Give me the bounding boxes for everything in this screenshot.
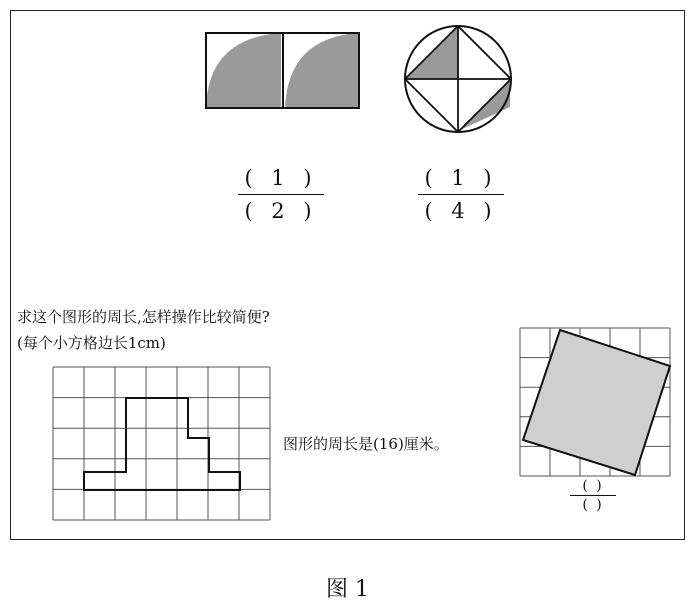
shaded-rectangle <box>206 33 359 108</box>
tilted-square <box>523 330 670 475</box>
perimeter-answer: 图形的周长是(16)厘米。 <box>283 435 449 453</box>
grid-figure <box>53 367 270 520</box>
figure-caption: 图 1 <box>326 577 369 602</box>
stepped-shape <box>84 398 240 490</box>
fraction-circle <box>418 166 504 223</box>
fraction-rect-bar <box>238 194 324 195</box>
question-line-1: 求这个图形的周长,怎样操作比较简便? <box>17 308 270 326</box>
square-grid-left <box>53 367 270 520</box>
rect-shade-right <box>285 33 358 108</box>
fraction-square-denominator: ( ) <box>582 497 604 513</box>
fraction-rect-denominator: ( 2 ) <box>244 199 318 223</box>
shaded-circle <box>405 26 511 132</box>
fraction-circle-denominator: ( 4 ) <box>424 199 498 223</box>
fraction-square <box>570 478 616 513</box>
question-line-2: (每个小方格边长1cm) <box>17 334 166 352</box>
fraction-square-bar <box>570 495 616 496</box>
fraction-square-numerator: ( ) <box>582 478 604 494</box>
fraction-rect-numerator: ( 1 ) <box>244 166 318 190</box>
fraction-circle-numerator: ( 1 ) <box>424 166 498 190</box>
fraction-rect <box>238 166 324 223</box>
fraction-circle-bar <box>418 194 504 195</box>
rect-shade-left <box>206 33 281 108</box>
tilted-square-figure <box>520 328 670 476</box>
